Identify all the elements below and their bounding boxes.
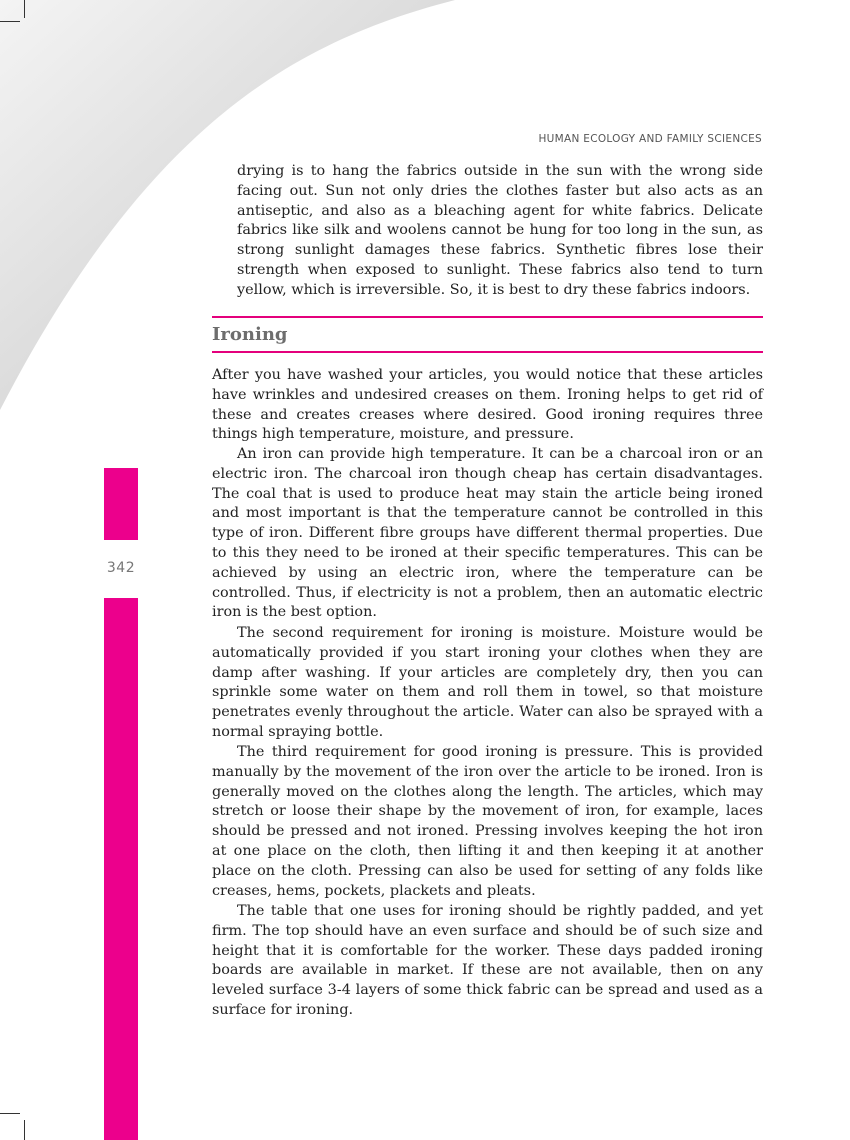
body-paragraph-2: An iron can provide high temperature. It can be a charcoal iron or an electric iron. The charcoal iron though cheap has certain disadvantages. The coal that is used to produce heat may stain the article being ironed and most important is that the temperature cannot be controlled in this type of iron. Different fibre groups have different thermal properties. Due to this they need to be ironed at their specific temperatures. This can be achieved by using an electric iron, where the temperature can be controlled. Thus, if electricity is not a problem, then an automatic electric iron is the best option. [212,446,763,621]
margin-accent-bar-lower [104,598,138,1140]
section-title: Ironing [212,324,288,345]
body-paragraph-5: The table that one uses for ironing should be rightly padded, and yet firm. The top should have an even surface and should be of such size and height that it is comfortable for the worker. These days padded ironing boards are available in market. If these are not available, then on any leveled surface 3-4 layers of some thick fabric can be spread and used as a surface for ironing. [212,903,763,1018]
page-number: 342 [106,560,136,576]
body-paragraph-3: The second requirement for ironing is moisture. Moisture would be automatically provided if you start ironing your clothes when they are damp after washing. If your articles are completely dry, then you can sprinkle some water on them and roll them in towel, so that moisture penetrates evenly throughout the article. Water can also be sprayed with a normal spraying bottle. [212,625,763,740]
running-head: HUMAN ECOLOGY AND FAMILY SCIENCES [538,133,762,145]
body-paragraph-1: After you have washed your articles, you would notice that these articles have wrinkles and undesired creases on them. Ironing helps to get rid of these and creates creases where desired. Good ironing requires three things high temperature, moisture, and pressure. [212,367,763,443]
body-paragraph-4: The third requirement for good ironing is pressure. This is provided manually by the movement of the iron over the article to be ironed. Iron is generally moved on the clothes along the length. The articles, which may stretch or loose their shape by the movement of iron, for example, laces should be pressed and not ironed. Pressing involves keeping the hot iron at one place on the cloth, then lifting it and then keeping it at another place on the cloth. Pressing can also be used for setting of any folds like creases, hems, pockets, plackets and pleats. [212,744,763,899]
section-rule-top [212,316,763,318]
section-rule-bottom [212,351,763,353]
crop-mark-bottom-vertical [24,1120,25,1140]
crop-mark-bottom-horizontal [0,1113,20,1114]
crop-mark-top-vertical [24,0,25,18]
intro-paragraph: drying is to hang the fabrics outside in the sun with the wrong side facing out. Sun not only dries the clothes faster but also acts as an antiseptic, and also as a bleaching agent for white fabrics. Delicate fabrics like silk and woolens cannot be hung for too long in the sun, as strong sunlight damages these fabrics. Synthetic fibres lose their strength when exposed to sunlight. These fabrics also tend to turn yellow, which is irreversible. So, it is best to dry these fabrics indoors. [237,163,763,298]
margin-accent-bar-upper [104,468,138,540]
crop-mark-top-horizontal [0,21,20,22]
